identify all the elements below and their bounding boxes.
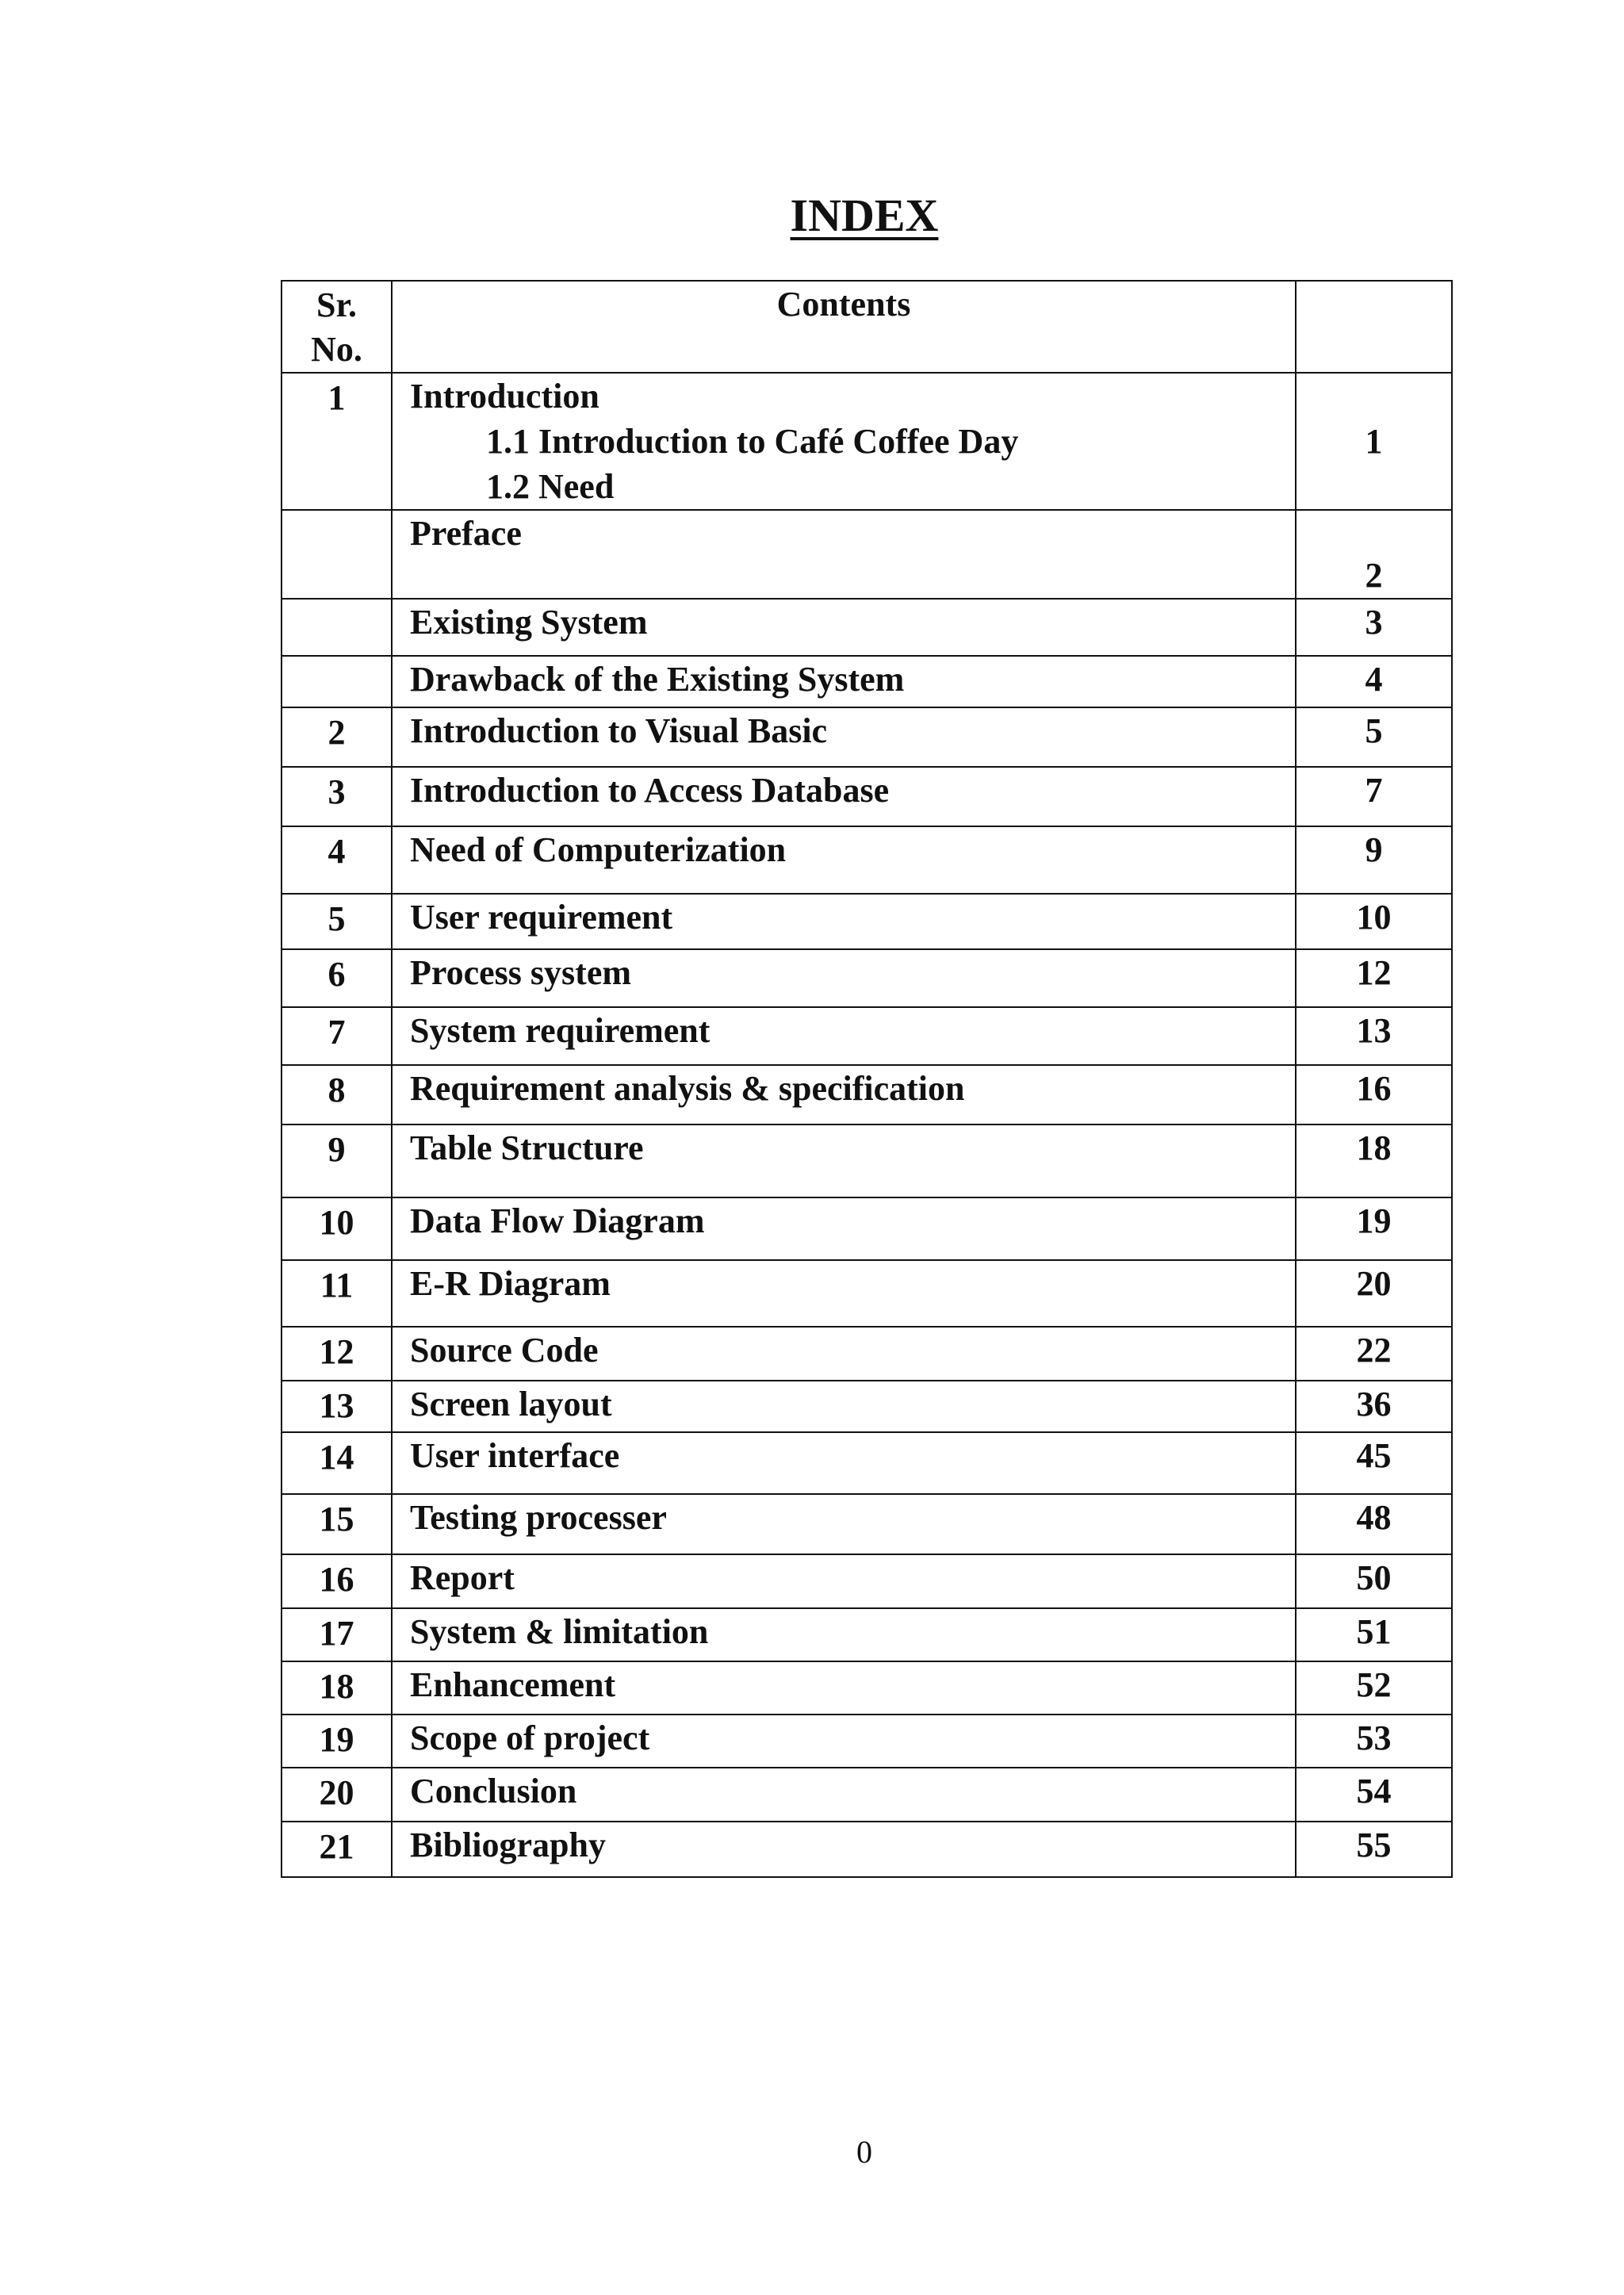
page-cell: 10 [1296, 894, 1452, 949]
sr-cell: 16 [282, 1554, 392, 1608]
index-rows [282, 510, 1452, 1877]
content-cell: User requirement [392, 894, 1296, 949]
table-row [282, 767, 1452, 826]
table-row [282, 1768, 1452, 1822]
content-cell: Data Flow Diagram [392, 1197, 1296, 1260]
table-row [282, 1432, 1452, 1494]
content-cell: Existing System [392, 599, 1296, 656]
page-number: 0 [856, 2134, 872, 2170]
sr-cell: 4 [282, 826, 392, 894]
page-cell: 20 [1296, 1260, 1452, 1327]
sr-cell: 19 [282, 1715, 392, 1768]
table-row [282, 1608, 1452, 1661]
table-row [282, 894, 1452, 949]
page-cell: 22 [1296, 1327, 1452, 1381]
table-header-row [282, 281, 1452, 373]
content-cell: Need of Computerization [392, 826, 1296, 894]
sr-header-line2: No. [311, 330, 362, 369]
table-row [282, 510, 1452, 599]
page-cell: 12 [1296, 949, 1452, 1007]
table-row [282, 1260, 1452, 1327]
sr-cell: 21 [282, 1822, 392, 1877]
page-cell: 36 [1296, 1381, 1452, 1432]
table-row [282, 1007, 1452, 1065]
page-header [1296, 281, 1452, 373]
table-row [282, 707, 1452, 767]
sr-cell: 11 [282, 1260, 392, 1327]
content-cell: Conclusion [392, 1768, 1296, 1822]
sr-cell: 12 [282, 1327, 392, 1381]
page-cell: 16 [1296, 1065, 1452, 1125]
sr-cell: 9 [282, 1125, 392, 1197]
table-row-introduction [282, 373, 1452, 510]
content-cell: Process system [392, 949, 1296, 1007]
contents-header: Contents [392, 281, 1296, 373]
intro-subitem-2: 1.2 Need [486, 467, 615, 506]
content-cell: Screen layout [392, 1381, 1296, 1432]
table-row [282, 1494, 1452, 1554]
table-row [282, 1327, 1452, 1381]
content-cell: Testing processer [392, 1494, 1296, 1554]
table-row [282, 1197, 1452, 1260]
page-cell: 48 [1296, 1494, 1452, 1554]
page-cell: 19 [1296, 1197, 1452, 1260]
content-cell: E-R Diagram [392, 1260, 1296, 1327]
page-cell: 13 [1296, 1007, 1452, 1065]
sr-cell: 3 [282, 767, 392, 826]
table-row [282, 1065, 1452, 1125]
table-row [282, 656, 1452, 707]
content-cell: Scope of project [392, 1715, 1296, 1768]
content-cell: Introduction to Access Database [392, 767, 1296, 826]
page-cell: 53 [1296, 1715, 1452, 1768]
page-cell: 4 [1296, 656, 1452, 707]
page-cell: 45 [1296, 1432, 1452, 1494]
content-cell: Drawback of the Existing System [392, 656, 1296, 707]
sr-cell: 7 [282, 1007, 392, 1065]
table-row [282, 1554, 1452, 1608]
page-cell: 50 [1296, 1554, 1452, 1608]
page-title: INDEX [790, 190, 939, 241]
page-cell: 52 [1296, 1661, 1452, 1715]
sr-cell: 8 [282, 1065, 392, 1125]
sr-cell: 18 [282, 1661, 392, 1715]
table-row [282, 1381, 1452, 1432]
content-cell: Introduction to Visual Basic [392, 707, 1296, 767]
sr-cell: 6 [282, 949, 392, 1007]
page-cell: 5 [1296, 707, 1452, 767]
page-cell: 51 [1296, 1608, 1452, 1661]
content-cell [392, 373, 1296, 510]
sr-header-line1: Sr. [316, 285, 357, 324]
page-cell: 7 [1296, 767, 1452, 826]
content-cell: User interface [392, 1432, 1296, 1494]
sr-cell: 10 [282, 1197, 392, 1260]
page-cell: 55 [1296, 1822, 1452, 1877]
sr-cell: 15 [282, 1494, 392, 1554]
page-cell: 18 [1296, 1125, 1452, 1197]
table-row [282, 1822, 1452, 1877]
intro-heading: Introduction [410, 377, 599, 416]
sr-cell: 14 [282, 1432, 392, 1494]
sr-cell: 20 [282, 1768, 392, 1822]
table-row [282, 826, 1452, 894]
content-cell: Enhancement [392, 1661, 1296, 1715]
content-cell: Requirement analysis & specification [392, 1065, 1296, 1125]
content-cell: Source Code [392, 1327, 1296, 1381]
content-cell: System & limitation [392, 1608, 1296, 1661]
table-row [282, 1125, 1452, 1197]
sr-cell: 17 [282, 1608, 392, 1661]
sr-cell [282, 656, 392, 707]
intro-subitem-1: 1.1 Introduction to Café Coffee Day [486, 422, 1019, 461]
sr-cell: 1 [282, 373, 392, 510]
content-cell: Preface [392, 510, 1296, 599]
sr-cell: 2 [282, 707, 392, 767]
table-row [282, 1661, 1452, 1715]
content-cell: Table Structure [392, 1125, 1296, 1197]
index-table [281, 280, 1453, 1878]
content-cell: Bibliography [392, 1822, 1296, 1877]
page-cell: 9 [1296, 826, 1452, 894]
page-cell: 3 [1296, 599, 1452, 656]
table-row [282, 949, 1452, 1007]
content-cell: System requirement [392, 1007, 1296, 1065]
sr-cell [282, 510, 392, 599]
table-row [282, 1715, 1452, 1768]
page-cell: 1 [1296, 373, 1452, 510]
sr-cell [282, 599, 392, 656]
sr-cell: 13 [282, 1381, 392, 1432]
page-cell: 54 [1296, 1768, 1452, 1822]
table-row [282, 599, 1452, 656]
page-cell: 2 [1296, 510, 1452, 599]
sr-cell: 5 [282, 894, 392, 949]
sr-no-header [282, 281, 392, 373]
content-cell: Report [392, 1554, 1296, 1608]
